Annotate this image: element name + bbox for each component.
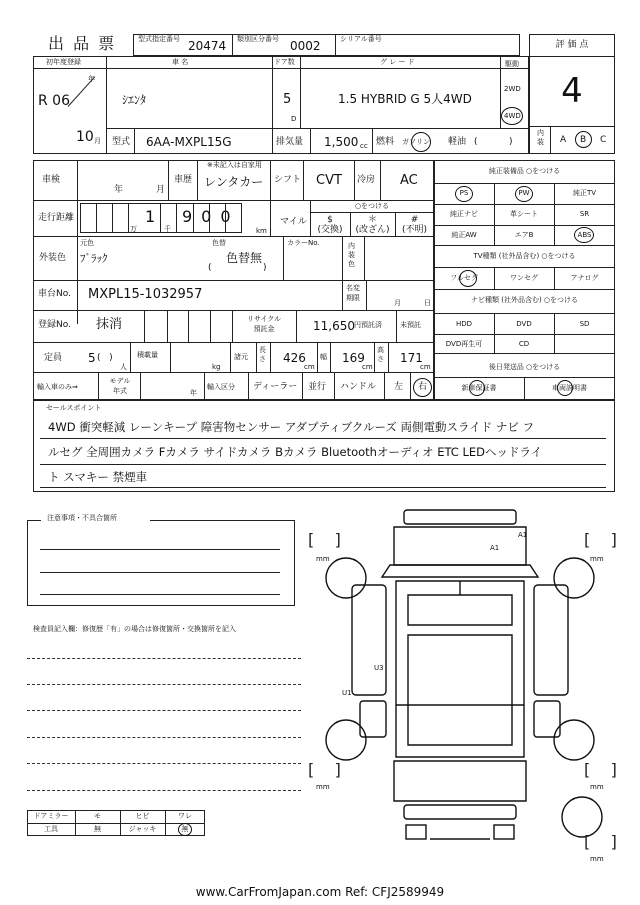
height-unit: cm — [420, 363, 431, 371]
damage-a1-hood: A1 — [490, 544, 500, 552]
chassis-value: MXPL15-1032957 — [88, 287, 203, 302]
exchange-option[interactable]: $ (交換) — [317, 215, 343, 235]
navi-title: ナビ種類 (社外品含む) ○をつける — [470, 296, 579, 304]
footer-ref: www.CarFromJapan.com Ref: CFJ2589949 — [195, 885, 445, 899]
capacity-unit: 人 — [120, 363, 127, 371]
car-name-value: ｼｴﾝﾀ — [122, 93, 147, 107]
mirror-r1-break: ワレ — [178, 812, 192, 820]
bracket-fl: [ ] — [308, 530, 341, 549]
std-item-ps[interactable]: PS — [459, 189, 469, 197]
reg-no-value: 抹消 — [96, 317, 123, 332]
mm-rr: mm — [590, 783, 604, 791]
later-title: 後日発送品 ○をつける — [488, 363, 561, 371]
navi-cd[interactable]: CD — [518, 340, 530, 348]
interior-c[interactable]: C — [600, 135, 607, 145]
dealer-option[interactable]: ディーラー — [253, 382, 298, 392]
navi-hdd[interactable]: HDD — [455, 320, 473, 328]
chassis-label: 車台No. — [38, 289, 71, 299]
category-label: 類別区分番号 — [237, 35, 279, 43]
fuel-hybrid[interactable]: ガソリン — [402, 138, 430, 146]
shaken-year-unit: 年 — [114, 185, 124, 195]
category-value: 0002 — [290, 39, 321, 53]
fuel-label: 燃料 — [376, 137, 395, 147]
doors-value: 5 — [283, 92, 292, 107]
navi-dvd-play[interactable]: DVD再生可 — [445, 340, 483, 348]
later-manual[interactable]: 車両説明書 — [552, 384, 587, 392]
parallel-option[interactable]: 並行 — [308, 382, 327, 392]
interior-b-circle — [575, 131, 592, 148]
tv-oneseg[interactable]: ワンセグ — [510, 274, 538, 282]
fuel-circle — [411, 132, 431, 152]
capacity-label: 定員 — [44, 353, 63, 363]
car-name-label: 車 名 — [172, 58, 189, 66]
std-item-sr[interactable]: SR — [579, 210, 590, 218]
mileage-man: 1 — [145, 207, 156, 226]
sales-line-2: ルセグ 全周囲カメラ Fカメラ サイドカメラ Bカメラ Bluetoothオーディオ ETC LEDヘッドライ — [48, 445, 543, 459]
model-year-label: モデル 年式 — [109, 377, 131, 395]
recycle-amount: 11,650 — [313, 319, 355, 333]
sales-label: セールスポイント — [46, 404, 102, 412]
caution-label: 注意事項・不具合箇所 — [47, 514, 117, 522]
std-item-airbag[interactable]: エアB — [514, 231, 534, 239]
jack-circle — [178, 823, 192, 836]
tools-label: 工具 — [44, 825, 58, 833]
mileage-sen-unit: 千 — [164, 225, 171, 233]
interior-label: 内装 — [537, 129, 544, 146]
mm-rl: mm — [316, 783, 330, 791]
abs-circle — [574, 227, 594, 243]
drive-label: 駆動 — [505, 60, 519, 68]
right-option[interactable]: 右 — [418, 382, 428, 392]
load-unit: kg — [212, 363, 221, 371]
mm-fl: mm — [316, 555, 330, 563]
model-designation-label: 型式指定番号 — [138, 35, 180, 43]
drive-4wd[interactable]: 4WD — [504, 112, 521, 120]
period-label: 名変 期限 — [346, 284, 360, 302]
mileage-unit: km — [256, 227, 267, 235]
modified-option[interactable]: ＊ (改ざん) — [355, 215, 390, 235]
orig-color-label: 元色 — [80, 239, 94, 247]
std-title: 純正装備品 ○をつける — [488, 167, 561, 175]
recycle-unit: 円預託済 — [354, 321, 382, 329]
later-warranty[interactable]: 新車保証書 — [461, 384, 497, 392]
grade-value: 1.5 HYBRID G 5人4WD — [338, 92, 472, 106]
pw-circle — [515, 186, 533, 202]
history-label: 車歴 — [174, 175, 193, 185]
tv-analog[interactable]: アナログ — [570, 274, 599, 282]
tv-title: TV種類 (社外品含む) ○をつける — [473, 252, 576, 260]
width-unit: cm — [362, 363, 373, 371]
history-value: レンタカー — [204, 175, 264, 189]
jack-value: 無 — [181, 825, 189, 833]
jack-label: ジャッキ — [128, 825, 157, 833]
recycle-label: リサイクル 預託金 — [246, 315, 282, 333]
capacity-paren: ( ) — [97, 353, 113, 363]
door-type: D — [291, 115, 297, 123]
period-day-unit: 日 — [424, 299, 431, 307]
mileage-rest: 900 — [182, 207, 240, 226]
mileage-man-unit: 万 — [130, 225, 137, 233]
damage-a1-front: A1 — [518, 531, 528, 539]
interior-b[interactable]: B — [580, 135, 587, 145]
bracket-rr: [ ] — [584, 760, 617, 779]
score-value: 4 — [561, 71, 583, 111]
inspector-label: 検査員記入欄：修復歴「有」の場合は修復箇所・交換箇所を記入 — [33, 625, 236, 633]
model-designation-value: 20474 — [188, 39, 227, 53]
circle-note: ○をつける — [354, 202, 390, 210]
drive-4wd-circle — [501, 107, 523, 125]
model-type-value: 6AA-MXPL15G — [146, 135, 232, 149]
sales-line-1: 4WD 衝突軽減 レーンキープ 障害物センサー アダプティブクルーズ 両側電動スライド ナビ フ — [48, 420, 534, 434]
serial-label: シリアル番号 — [340, 35, 382, 43]
reg-no-label: 登録No. — [38, 320, 71, 330]
note-own: ※未記入は自家用 — [207, 161, 262, 169]
fuel-paren: ( ) — [474, 137, 513, 147]
dims-label: 諸元 — [234, 353, 248, 361]
mirror-r1-crack: ヒビ — [135, 812, 150, 820]
model-type-label: 型式 — [112, 137, 131, 147]
std-item-abs[interactable]: ABS — [577, 231, 592, 239]
width-value: 169 — [342, 351, 365, 365]
year-unit: 年 — [88, 75, 95, 83]
interior-a[interactable]: A — [560, 135, 567, 145]
bracket-spare: [ ] — [584, 832, 617, 851]
height-label: 高 さ — [377, 346, 384, 363]
length-unit: cm — [304, 363, 315, 371]
std-item-leather[interactable]: 革シート — [510, 210, 538, 218]
model-year-unit: 年 — [190, 389, 197, 397]
shaken-month-unit: 月 — [156, 185, 166, 195]
navi-sd[interactable]: SD — [579, 320, 590, 328]
std-item-tv[interactable]: 純正TV — [572, 189, 597, 197]
bracket-rl: [ ] — [308, 760, 341, 779]
doors-label: ドア数 — [274, 58, 295, 66]
length-label: 長 さ — [259, 346, 266, 363]
handle-label: ハンドル — [340, 382, 377, 392]
recycle-unpaid[interactable]: 未預託 — [400, 321, 421, 329]
color-label: 外装色 — [39, 253, 67, 263]
mirror-r1-label: ドアミラー — [33, 812, 69, 820]
grade-label: グ レ ー ド — [380, 58, 415, 66]
first-reg-label: 初年度登録 — [46, 58, 81, 66]
std-item-pw[interactable]: PW — [518, 189, 530, 197]
mileage-label: 走行距離 — [38, 213, 75, 223]
ps-circle — [455, 186, 473, 202]
repaint-paren: ( ) — [208, 263, 267, 273]
first-reg-month: 10 — [76, 129, 94, 145]
import-label: 輸入車のみ⇒ — [37, 383, 78, 391]
height-value: 171 — [400, 351, 423, 365]
fuel-light[interactable]: 軽油 — [448, 137, 467, 147]
tv-fullseg[interactable]: フルセグ — [450, 274, 478, 282]
bracket-fr: [ ] — [584, 530, 617, 549]
displacement-label: 排気量 — [276, 137, 304, 147]
sheet-title: 出 品 票 — [48, 34, 117, 53]
std-item-aw[interactable]: 純正AW — [451, 231, 477, 239]
displacement-unit: cc — [360, 142, 368, 150]
ac-value: AC — [400, 173, 418, 188]
ac-label: 冷房 — [357, 175, 376, 185]
tools-value: 無 — [94, 825, 101, 833]
sales-line-3: ト スマキー 禁煙車 — [48, 470, 148, 484]
import-class-label: 輸入区分 — [207, 383, 235, 391]
period-month-unit: 月 — [394, 299, 401, 307]
load-label: 積載量 — [137, 351, 158, 359]
std-item-navi[interactable]: 純正ナビ — [450, 210, 478, 218]
warranty-circle — [469, 380, 485, 396]
interior-color-label: 内 装 色 — [348, 242, 355, 268]
shift-label: シフト — [274, 175, 302, 185]
right-circle — [413, 378, 432, 397]
score-label: 評 価 点 — [555, 40, 589, 50]
length-value: 426 — [283, 351, 306, 365]
capacity-value: 5 — [88, 351, 96, 365]
color-no-label: カラーNo. — [287, 239, 320, 247]
shift-value: CVT — [316, 173, 342, 188]
unknown-option[interactable]: # (不明) — [401, 215, 428, 235]
displacement-value: 1,500 — [324, 135, 359, 149]
left-option[interactable]: 左 — [394, 382, 404, 392]
month-unit: 月 — [94, 137, 101, 145]
manual-circle — [557, 380, 573, 396]
shaken-label: 車検 — [42, 175, 61, 185]
navi-dvd[interactable]: DVD — [516, 320, 532, 328]
repaint-label: 色替 — [212, 239, 226, 247]
mm-fr: mm — [590, 555, 604, 563]
first-reg-era: R 06 — [38, 93, 70, 109]
orig-color-value: ﾌﾞﾗｯｸ — [80, 252, 108, 265]
damage-u3: U3 — [374, 664, 384, 672]
repaint-value: 色替無 — [226, 251, 263, 265]
fullseg-circle — [459, 270, 477, 287]
mm-spare: mm — [590, 855, 604, 863]
damage-u1: U1 — [342, 689, 352, 697]
drive-2wd[interactable]: 2WD — [504, 85, 521, 93]
mirror-r1-value: モ — [94, 812, 101, 820]
width-label: 幅 — [320, 353, 327, 361]
mile-label[interactable]: マイル — [280, 217, 307, 227]
